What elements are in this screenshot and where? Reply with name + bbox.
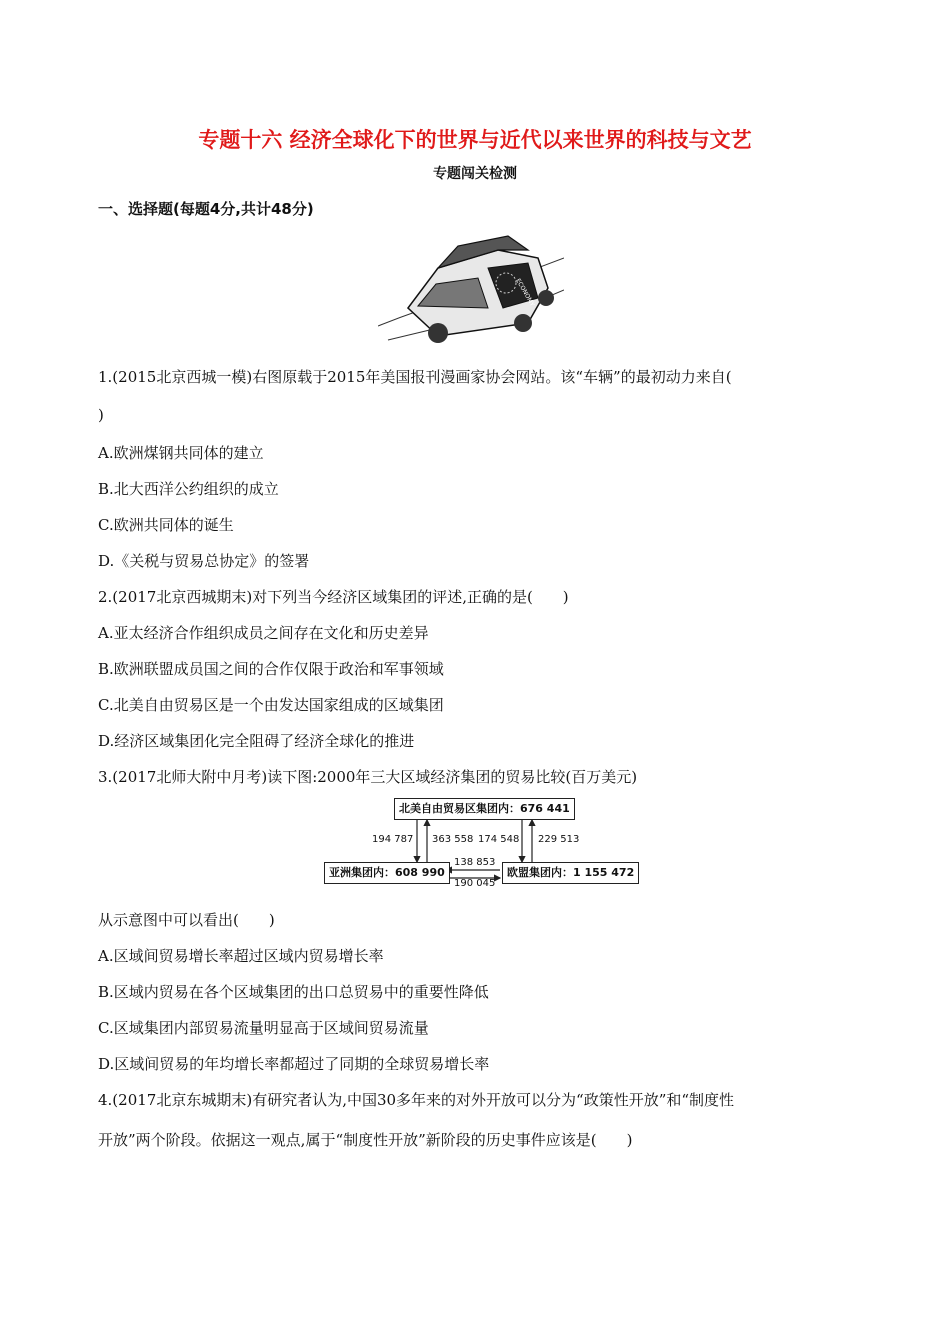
q3-lead: 从示意图中可以看出( ) [98, 911, 275, 929]
q1-option-b: B.北大西洋公约组织的成立 [98, 480, 279, 498]
q2-option-a: A.亚太经济合作组织成员之间存在文化和历史差异 [98, 624, 429, 642]
value-nafta-to-asia: 194 787 [372, 834, 414, 845]
q3-option-b: B.区域内贸易在各个区域集团的出口总贸易中的重要性降低 [98, 983, 489, 1001]
nafta-box: 北美自由贸易区集团内：676 441 [394, 798, 575, 820]
section-heading: 一、选择题(每题4分,共计48分) [98, 200, 314, 218]
q1-stem-end: ) [98, 406, 104, 424]
q3-option-d: D.区域间贸易的年均增长率都超过了同期的全球贸易增长率 [98, 1055, 490, 1073]
value-eu-to-nafta: 229 513 [538, 834, 580, 845]
q2-stem: 2.(2017北京西城期末)对下列当今经济区域集团的评述,正确的是( ) [98, 588, 569, 606]
value-asia-to-nafta: 363 558 [432, 834, 474, 845]
eu-box: 欧盟集团内：1 155 472 [502, 862, 639, 884]
value-asia-to-eu: 190 045 [454, 878, 496, 889]
q3-option-c: C.区域集团内部贸易流量明显高于区域间贸易流量 [98, 1019, 429, 1037]
q1-option-a: A.欧洲煤钢共同体的建立 [98, 444, 264, 462]
q4-stem-line1: 4.(2017北京东城期末)有研究者认为,中国30多年来的对外开放可以分为“政策性开放”和“制度性 [98, 1091, 735, 1109]
q2-option-c: C.北美自由贸易区是一个由发达国家组成的区域集团 [98, 696, 444, 714]
car-economy-label: ECONOMY [514, 277, 536, 308]
value-eu-to-asia: 138 853 [454, 857, 496, 868]
page-title: 专题十六 经济全球化下的世界与近代以来世界的科技与文艺 [198, 128, 752, 152]
q1-option-d: D.《关税与贸易总协定》的签署 [98, 552, 310, 570]
q3-option-a: A.区域间贸易增长率超过区域内贸易增长率 [98, 947, 384, 965]
q1-option-c: C.欧洲共同体的诞生 [98, 516, 234, 534]
q3-stem: 3.(2017北师大附中月考)读下图:2000年三大区域经济集团的贸易比较(百万美元) [98, 768, 638, 786]
value-nafta-to-eu: 174 548 [478, 834, 520, 845]
trade-diagram [322, 796, 635, 890]
page-subtitle: 专题闯关检测 [433, 166, 517, 182]
q4-stem-line2: 开放”两个阶段。依据这一观点,属于“制度性开放”新阶段的历史事件应该是( ) [98, 1131, 633, 1149]
q2-option-d: D.经济区域集团化完全阻碍了经济全球化的推进 [98, 732, 415, 750]
q2-option-b: B.欧洲联盟成员国之间的合作仅限于政治和军事领域 [98, 660, 444, 678]
asia-box: 亚洲集团内：608 990 [324, 862, 450, 884]
economy-car-cartoon [378, 228, 564, 350]
q1-stem: 1.(2015北京西城一模)右图原载于2015年美国报刊漫画家协会网站。该“车辆”的最初动力来自( [98, 368, 732, 386]
